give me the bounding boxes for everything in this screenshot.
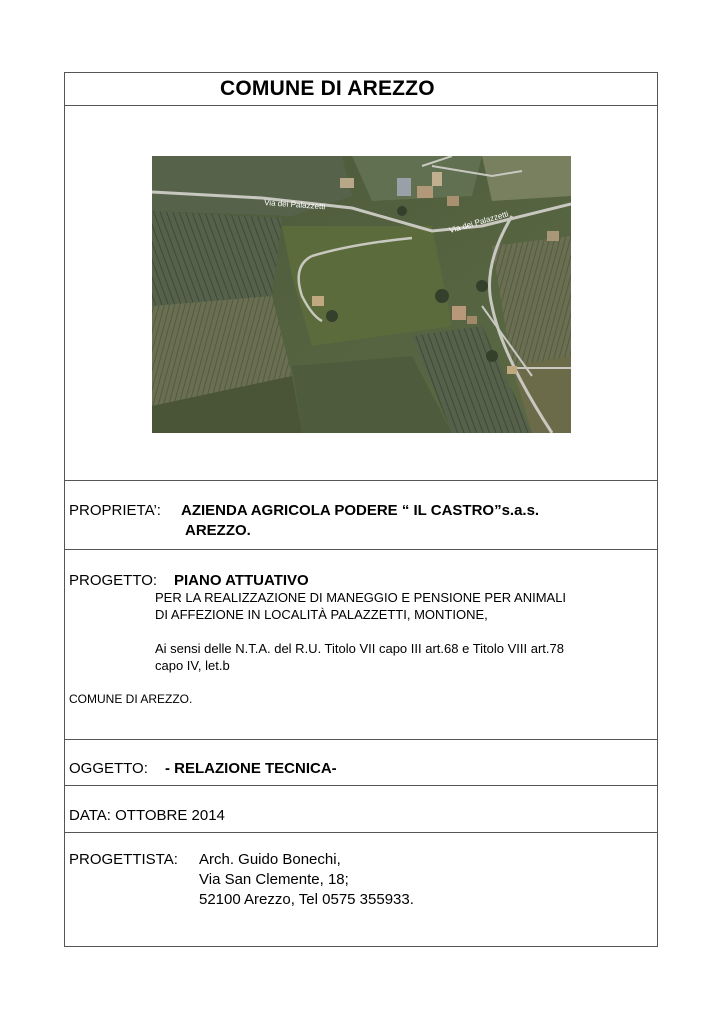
page-title: COMUNE DI AREZZO bbox=[220, 77, 435, 100]
title-row bbox=[65, 73, 657, 106]
proprieta-label: PROPRIETA’: bbox=[69, 502, 161, 519]
cover-table bbox=[64, 72, 658, 947]
progettista-label: PROGETTISTA: bbox=[69, 851, 178, 868]
data-row bbox=[65, 786, 657, 833]
svg-text:Via dei Palazzetti: Via dei Palazzetti bbox=[263, 198, 326, 212]
progetto-title: PIANO ATTUATIVO bbox=[174, 572, 309, 589]
progetto-row bbox=[65, 550, 657, 740]
oggetto-value: - RELAZIONE TECNICA- bbox=[165, 760, 337, 777]
progetto-comune: COMUNE DI AREZZO. bbox=[69, 692, 193, 706]
image-row bbox=[65, 106, 657, 481]
data-label: DATA: OTTOBRE 2014 bbox=[69, 807, 225, 824]
progetto-desc-line2: DI AFFEZIONE IN LOCALITÀ PALAZZETTI, MONTIONE, bbox=[155, 607, 488, 622]
proprieta-city: AREZZO. bbox=[185, 522, 251, 539]
svg-text:Via dei Palazzetti: Via dei Palazzetti bbox=[448, 209, 510, 235]
progettista-row bbox=[65, 833, 657, 948]
progetto-ref-line2: capo IV, let.b bbox=[155, 658, 230, 673]
progettista-name: Arch. Guido Bonechi, bbox=[199, 851, 341, 868]
progetto-desc-line1: PER LA REALIZZAZIONE DI MANEGGIO E PENSIONE PER ANIMALI bbox=[155, 590, 567, 605]
progetto-label: PROGETTO: bbox=[69, 572, 158, 589]
oggetto-label: OGGETTO: bbox=[69, 760, 148, 777]
proprieta-value: AZIENDA AGRICOLA PODERE “ IL CASTRO”s.a.s. bbox=[181, 502, 540, 519]
progetto-ref-line1: Ai sensi delle N.T.A. del R.U. Titolo VII capo III art.68 e Titolo VIII art.78 bbox=[155, 641, 564, 656]
progettista-address: Via San Clemente, 18; bbox=[199, 871, 349, 888]
progettista-city-phone: 52100 Arezzo, Tel 0575 355933. bbox=[199, 891, 414, 908]
proprieta-row bbox=[65, 481, 657, 550]
aerial-photo bbox=[152, 156, 571, 433]
oggetto-row bbox=[65, 740, 657, 786]
